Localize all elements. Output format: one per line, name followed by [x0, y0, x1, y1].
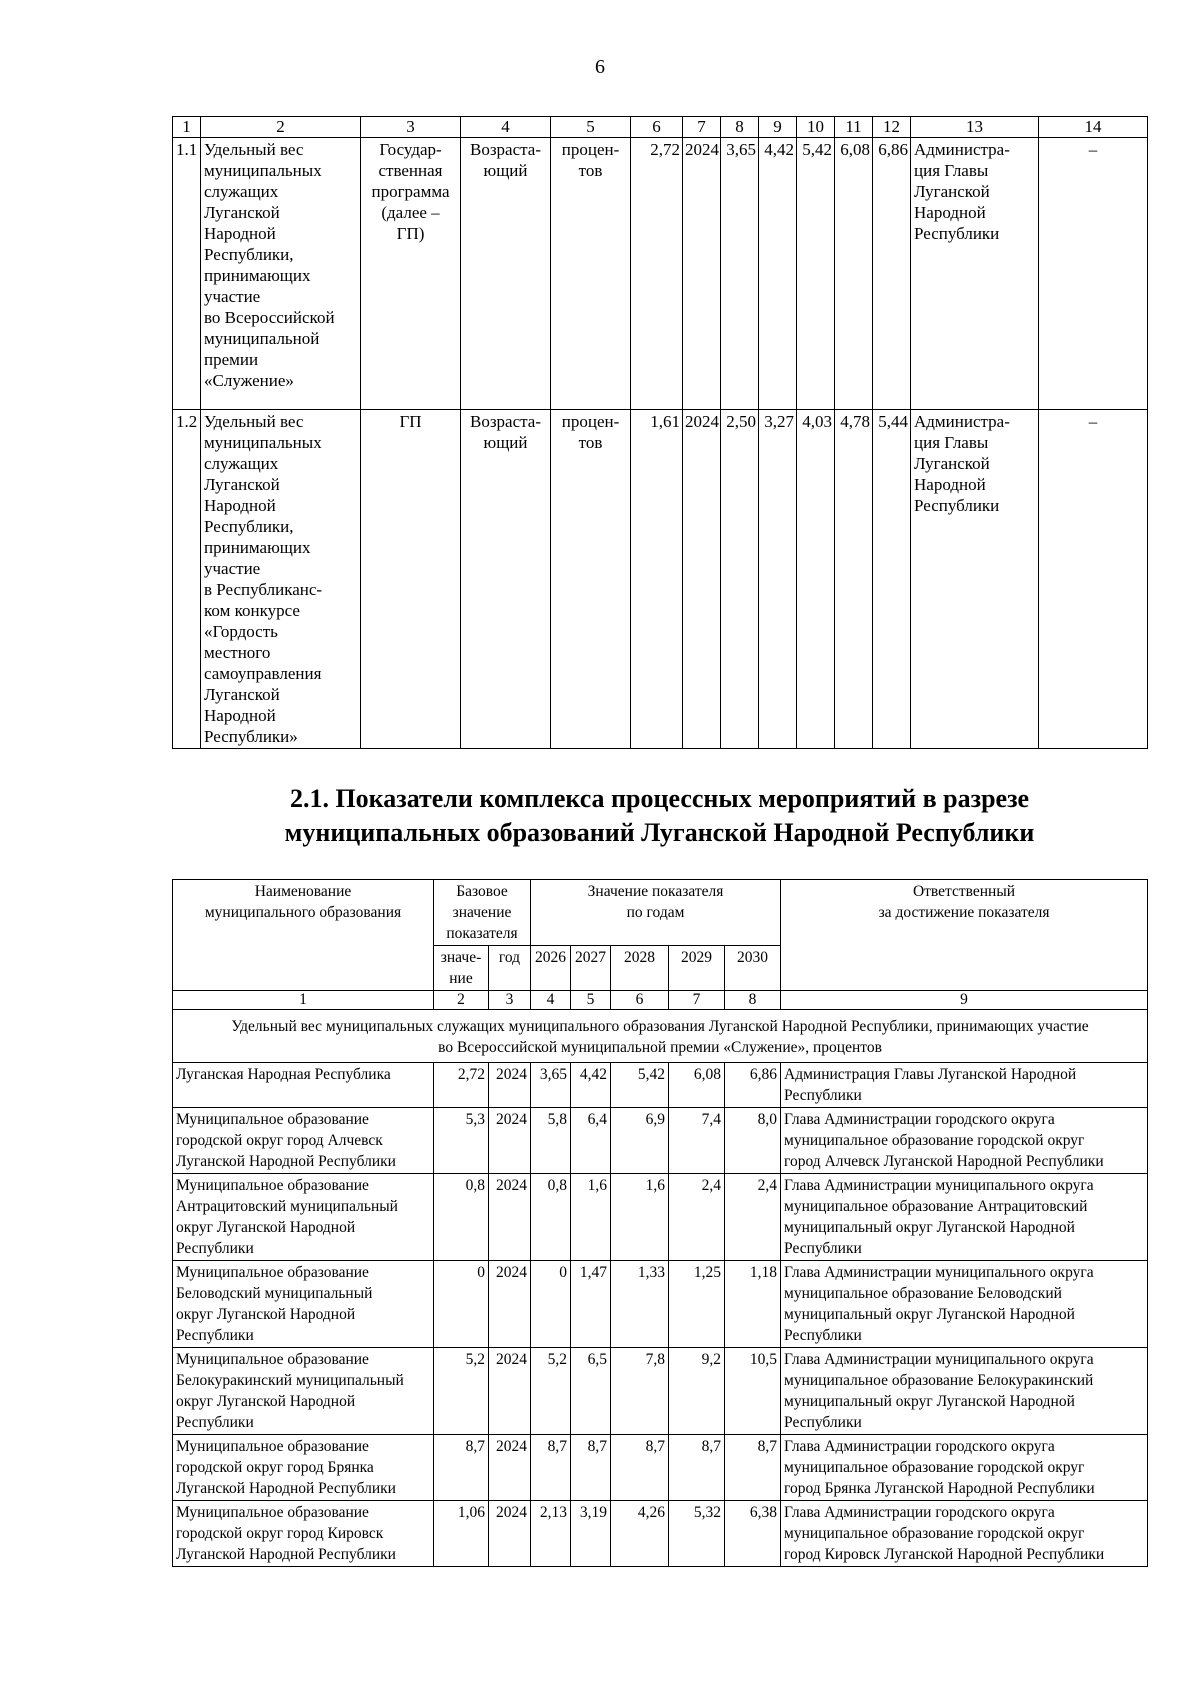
- year-value: 10,5: [725, 1348, 781, 1435]
- text-line: служащих: [204, 454, 279, 473]
- text-line: Значение показателя: [587, 883, 724, 900]
- base-year: 2024: [489, 1108, 531, 1174]
- text-line: Удельный вес муниципальных служащих муниципального образования Луганской Народной Республики, принимающих участие: [231, 1018, 1089, 1035]
- indicator-name: [201, 138, 361, 410]
- responsible: [781, 1435, 1148, 1501]
- text-line: значение: [452, 904, 512, 921]
- table-row: [173, 138, 1148, 410]
- text-line: Муниципальное образование: [176, 1111, 369, 1128]
- indicator-level: [361, 410, 461, 749]
- section-title: [172, 782, 1147, 850]
- text-line: Возраста-: [470, 140, 541, 159]
- year-value: 6,08: [669, 1063, 725, 1108]
- indicator-name: [201, 410, 361, 749]
- note: –: [1039, 138, 1148, 410]
- text-line: по годам: [626, 904, 685, 921]
- text-line: Луганской: [914, 182, 990, 201]
- header-year-2030: 2030: [725, 946, 781, 991]
- text-line: Глава Администрации муниципального округа: [784, 1351, 1094, 1368]
- column-number: 12: [873, 117, 911, 138]
- text-line: ние: [449, 970, 473, 987]
- year-value: 2,13: [531, 1501, 571, 1567]
- column-number: 3: [489, 991, 531, 1010]
- text-line: ственная: [378, 161, 443, 180]
- year-value: 1,18: [725, 1261, 781, 1348]
- column-number: 6: [611, 991, 669, 1010]
- column-number: 9: [781, 991, 1148, 1010]
- text-line: округ Луганской Народной: [176, 1306, 356, 1323]
- year-value: 0: [531, 1261, 571, 1348]
- column-number: 7: [669, 991, 725, 1010]
- column-number: 1: [173, 117, 201, 138]
- text-line: принимающих: [204, 266, 311, 285]
- year-value: 8,7: [611, 1435, 669, 1501]
- column-number: 11: [835, 117, 873, 138]
- header-year-2026: 2026: [531, 946, 571, 991]
- text-line: Муниципальное образование: [176, 1351, 369, 1368]
- text-line: Республики»: [204, 727, 298, 746]
- indicator-value: 5,42: [797, 138, 835, 410]
- text-line: Глава Администрации муниципального округа: [784, 1264, 1094, 1281]
- text-line: Республики: [914, 224, 1000, 243]
- text-line: муниципальное образование городской округ: [784, 1132, 1085, 1149]
- indicator-unit: [551, 410, 631, 749]
- text-line: участие: [204, 559, 261, 578]
- text-line: Республики: [784, 1240, 862, 1257]
- text-line: Республики: [176, 1414, 254, 1431]
- text-line: Удельный вес: [204, 140, 304, 159]
- text-line: муниципального образования: [204, 904, 402, 921]
- text-line: муниципальных: [204, 161, 322, 180]
- column-number: 9: [759, 117, 797, 138]
- indicators-table: [172, 116, 1148, 749]
- text-line: программа: [371, 182, 450, 201]
- header-year-2028: 2028: [611, 946, 669, 991]
- text-line: ция Главы: [914, 161, 989, 180]
- year-value: 4,42: [571, 1063, 611, 1108]
- indicator-value: 3,65: [721, 138, 759, 410]
- text-line: Народной: [204, 706, 276, 725]
- municipality-name: [173, 1174, 434, 1261]
- column-number: 10: [797, 117, 835, 138]
- base-value: 5,2: [434, 1348, 489, 1435]
- column-number: 8: [721, 117, 759, 138]
- text-line: Муниципальное образование: [176, 1264, 369, 1281]
- municipality-name: [173, 1261, 434, 1348]
- year-value: 8,7: [571, 1435, 611, 1501]
- responsible: [781, 1501, 1148, 1567]
- table-row: [173, 1108, 1148, 1174]
- year-value: 3,19: [571, 1501, 611, 1567]
- indicator-value: 3,27: [759, 410, 797, 749]
- text-line: (далее –: [381, 203, 440, 222]
- table-header-row: [173, 117, 1148, 138]
- text-line: за достижение показателя: [878, 904, 1050, 921]
- base-value: 1,06: [434, 1501, 489, 1567]
- table-row: [173, 1174, 1148, 1261]
- column-number: 4: [531, 991, 571, 1010]
- municipality-name: [173, 1501, 434, 1567]
- year-value: 2,4: [669, 1174, 725, 1261]
- municipality-name: [173, 1348, 434, 1435]
- column-number: 2: [434, 991, 489, 1010]
- text-line: в Республиканс-: [204, 580, 323, 599]
- indicator-value: 2,50: [721, 410, 759, 749]
- text-line: процен-: [561, 412, 620, 431]
- text-line: город Кировск Луганской Народной Республики: [784, 1546, 1105, 1563]
- text-line: Республики: [784, 1087, 862, 1104]
- indicator-value: 4,03: [797, 410, 835, 749]
- text-line: Администрация Главы Луганской Народной: [784, 1066, 1077, 1083]
- header-base: [434, 880, 531, 946]
- text-line: муниципальное образование Белокуракинский: [784, 1372, 1094, 1389]
- text-line: Антрацитовский муниципальный: [176, 1198, 398, 1215]
- column-number: 3: [361, 117, 461, 138]
- text-line: муниципальных: [204, 433, 322, 452]
- year-value: 1,47: [571, 1261, 611, 1348]
- text-line: 2.1. Показатели комплекса процессных мероприятий в разрезе: [289, 784, 1030, 813]
- indicator-level: [361, 138, 461, 410]
- text-line: муниципальное образование Антрацитовский: [784, 1198, 1088, 1215]
- column-number: 1: [173, 991, 434, 1010]
- text-line: ющий: [483, 161, 528, 180]
- year-value: 5,8: [531, 1108, 571, 1174]
- text-line: «Служение»: [204, 371, 294, 390]
- year-value: 7,4: [669, 1108, 725, 1174]
- year-value: 7,8: [611, 1348, 669, 1435]
- text-line: во Всероссийской муниципальной премии «Служение», процентов: [438, 1039, 882, 1056]
- text-line: городской округ город Алчевск: [176, 1132, 383, 1149]
- group-heading: [173, 1010, 1148, 1063]
- year-value: 1,33: [611, 1261, 669, 1348]
- year-value: 9,2: [669, 1348, 725, 1435]
- column-number: 14: [1039, 117, 1148, 138]
- year-value: 1,25: [669, 1261, 725, 1348]
- text-line: Луганской: [204, 685, 280, 704]
- base-year: 2024: [489, 1261, 531, 1348]
- table-row: [173, 410, 1148, 749]
- text-line: Беловодский муниципальный: [176, 1285, 373, 1302]
- indicator-value: 2024: [683, 410, 721, 749]
- text-line: Базовое: [456, 883, 508, 900]
- header-value: [434, 946, 489, 991]
- year-value: 8,7: [725, 1435, 781, 1501]
- indicator-value: 1,61: [631, 410, 683, 749]
- base-year: 2024: [489, 1063, 531, 1108]
- responsible: [911, 138, 1039, 410]
- text-line: тов: [578, 161, 603, 180]
- indicator-value: 4,78: [835, 410, 873, 749]
- indicator-trend: [461, 138, 551, 410]
- indicator-value: 6,86: [873, 138, 911, 410]
- year-value: 6,38: [725, 1501, 781, 1567]
- text-line: Луганской: [914, 454, 990, 473]
- text-line: процен-: [561, 140, 620, 159]
- text-line: Глава Администрации городского округа: [784, 1111, 1055, 1128]
- text-line: ющий: [483, 433, 528, 452]
- responsible: [781, 1261, 1148, 1348]
- base-value: 8,7: [434, 1435, 489, 1501]
- year-value: 3,65: [531, 1063, 571, 1108]
- text-line: округ Луганской Народной: [176, 1393, 356, 1410]
- text-line: Глава Администрации городского округа: [784, 1438, 1055, 1455]
- indicator-value: 6,08: [835, 138, 873, 410]
- header-year: год: [489, 946, 531, 991]
- year-value: 6,4: [571, 1108, 611, 1174]
- table-row: [173, 1348, 1148, 1435]
- text-line: ция Главы: [914, 433, 989, 452]
- indicator-trend: [461, 410, 551, 749]
- base-year: 2024: [489, 1174, 531, 1261]
- text-line: Наименование: [254, 883, 352, 900]
- text-line: служащих: [204, 182, 279, 201]
- note: –: [1039, 410, 1148, 749]
- responsible: [781, 1348, 1148, 1435]
- year-value: 8,7: [669, 1435, 725, 1501]
- text-line: Белокуракинский муниципальный: [176, 1372, 404, 1389]
- text-line: Республики: [176, 1240, 254, 1257]
- year-value: 2,4: [725, 1174, 781, 1261]
- year-value: 8,7: [531, 1435, 571, 1501]
- text-line: Муниципальное образование: [176, 1177, 369, 1194]
- text-line: Народной: [204, 496, 276, 515]
- year-value: 1,6: [571, 1174, 611, 1261]
- text-line: Народной: [914, 475, 986, 494]
- text-line: Республики: [784, 1327, 862, 1344]
- table-row: [173, 1261, 1148, 1348]
- base-value: 0: [434, 1261, 489, 1348]
- year-value: 6,9: [611, 1108, 669, 1174]
- column-number: 7: [683, 117, 721, 138]
- text-line: город Алчевск Луганской Народной Республики: [784, 1153, 1104, 1170]
- text-line: Луганской Народной Республики: [176, 1153, 396, 1170]
- text-line: Народной: [914, 203, 986, 222]
- column-number: 8: [725, 991, 781, 1010]
- text-line: Муниципальное образование: [176, 1438, 369, 1455]
- table-index-row: [173, 991, 1148, 1010]
- base-value: 0,8: [434, 1174, 489, 1261]
- text-line: муниципальное образование городской округ: [784, 1459, 1085, 1476]
- text-line: принимающих: [204, 538, 311, 557]
- base-year: 2024: [489, 1348, 531, 1435]
- indicator-value: 4,42: [759, 138, 797, 410]
- year-value: 5,2: [531, 1348, 571, 1435]
- text-line: показателя: [446, 925, 518, 942]
- text-line: премии: [204, 350, 259, 369]
- header-name: [173, 880, 434, 991]
- year-value: 5,32: [669, 1501, 725, 1567]
- text-line: муниципальных образований Луганской Народной Республики: [284, 818, 1035, 847]
- text-line: ГП: [399, 412, 422, 431]
- municipality-name: [173, 1063, 434, 1108]
- text-line: Ответственный: [912, 883, 1016, 900]
- table-row: [173, 1063, 1148, 1108]
- base-value: 5,3: [434, 1108, 489, 1174]
- column-number: 5: [551, 117, 631, 138]
- text-line: Муниципальное образование: [176, 1504, 369, 1521]
- header-year-2027: 2027: [571, 946, 611, 991]
- responsible: [781, 1174, 1148, 1261]
- table-row: [173, 1435, 1148, 1501]
- header-year-2029: 2029: [669, 946, 725, 991]
- text-line: Администра-: [914, 412, 1010, 431]
- text-line: Республики: [914, 496, 1000, 515]
- text-line: Луганской Народной Республики: [176, 1546, 396, 1563]
- indicator-value: 5,44: [873, 410, 911, 749]
- text-line: во Всероссийской: [204, 308, 335, 327]
- text-line: «Гордость: [204, 622, 278, 641]
- text-line: Глава Администрации городского округа: [784, 1504, 1055, 1521]
- text-line: участие: [204, 287, 261, 306]
- column-number: 5: [571, 991, 611, 1010]
- text-line: город Брянка Луганской Народной Республики: [784, 1480, 1095, 1497]
- year-value: 0,8: [531, 1174, 571, 1261]
- text-line: Луганской Народной Республики: [176, 1480, 396, 1497]
- text-line: самоуправления: [204, 664, 322, 683]
- text-line: Луганская Народная Республика: [176, 1066, 391, 1083]
- year-value: 5,42: [611, 1063, 669, 1108]
- text-line: Луганской: [204, 203, 280, 222]
- text-line: городской округ город Кировск: [176, 1525, 384, 1542]
- text-line: Удельный вес: [204, 412, 304, 431]
- text-line: ГП): [396, 224, 425, 243]
- text-line: тов: [578, 433, 603, 452]
- year-value: 6,5: [571, 1348, 611, 1435]
- text-line: муниципальное образование Беловодский: [784, 1285, 1062, 1302]
- responsible: [781, 1063, 1148, 1108]
- table-header-row: [173, 880, 1148, 946]
- text-line: Республики,: [204, 517, 294, 536]
- text-line: Республики,: [204, 245, 294, 264]
- text-line: Республики: [176, 1327, 254, 1344]
- row-number: 1.1: [173, 138, 201, 410]
- municipal-indicators-table: [172, 879, 1148, 1567]
- base-year: 2024: [489, 1435, 531, 1501]
- text-line: ком конкурсе: [204, 601, 300, 620]
- text-line: Возраста-: [470, 412, 541, 431]
- base-year: 2024: [489, 1501, 531, 1567]
- text-line: муниципальный округ Луганской Народной: [784, 1219, 1075, 1236]
- base-value: 2,72: [434, 1063, 489, 1108]
- year-value: 1,6: [611, 1174, 669, 1261]
- column-number: 2: [201, 117, 361, 138]
- column-number: 4: [461, 117, 551, 138]
- municipality-name: [173, 1108, 434, 1174]
- responsible: [781, 1108, 1148, 1174]
- year-value: 6,86: [725, 1063, 781, 1108]
- indicator-value: 2024: [683, 138, 721, 410]
- header-responsible: [781, 880, 1148, 991]
- indicator-unit: [551, 138, 631, 410]
- year-value: 4,26: [611, 1501, 669, 1567]
- text-line: Администра-: [914, 140, 1010, 159]
- indicator-value: 2,72: [631, 138, 683, 410]
- row-number: 1.2: [173, 410, 201, 749]
- table-group-row: [173, 1010, 1148, 1063]
- table-row: [173, 1501, 1148, 1567]
- text-line: Глава Администрации муниципального округа: [784, 1177, 1094, 1194]
- column-number: 6: [631, 117, 683, 138]
- text-line: Государ-: [379, 140, 442, 159]
- text-line: городской округ город Брянка: [176, 1459, 374, 1476]
- text-line: Народной: [204, 224, 276, 243]
- year-value: 8,0: [725, 1108, 781, 1174]
- text-line: Луганской: [204, 475, 280, 494]
- text-line: муниципальное образование городской округ: [784, 1525, 1085, 1542]
- header-values: [531, 880, 781, 946]
- text-line: муниципальный округ Луганской Народной: [784, 1393, 1075, 1410]
- text-line: муниципальный округ Луганской Народной: [784, 1306, 1075, 1323]
- text-line: муниципальной: [204, 329, 320, 348]
- page-number: 6: [595, 56, 605, 78]
- text-line: округ Луганской Народной: [176, 1219, 356, 1236]
- text-line: значе-: [440, 949, 482, 966]
- municipality-name: [173, 1435, 434, 1501]
- responsible: [911, 410, 1039, 749]
- text-line: Республики: [784, 1414, 862, 1431]
- text-line: местного: [204, 643, 271, 662]
- column-number: 13: [911, 117, 1039, 138]
